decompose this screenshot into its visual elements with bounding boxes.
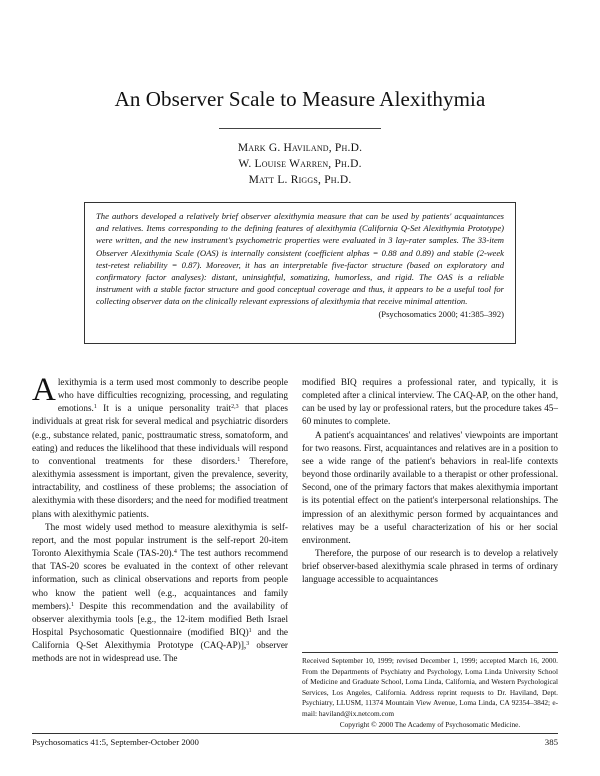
author-1: Mark G. Haviland, Ph.D. bbox=[237, 142, 363, 154]
author-2: W. Louise Warren, Ph.D. bbox=[238, 158, 362, 170]
body-paragraph: A patient's acquaintances' and relatives' viewpoints are important for two reasons. First, acquaintances and relatives are in a position to see a wide range of the patient's behaviors in real-life contexts beyond those ordinarily available to a therapist or other professional. Second, one of the primary factors that makes alexithymia important is its potential effect on the patient's interpersonal relationships. The impression of an alexithymic person formed by acquaintances and relatives may be a useful characterization of his or her social environment. bbox=[302, 429, 558, 545]
body-text: The test authors recommend that TAS-20 scores be evaluated in the context of other relevant information, such as clinical observations and reports from people who know the patient well (e.g., acquaintances and family members). bbox=[32, 548, 288, 611]
abstract-citation: (Psychosomatics 2000; 41:385–392) bbox=[378, 308, 504, 319]
footnote-text: Received September 10, 1999; revised December 1, 1999; accepted March 16, 2000. From the Departments of Psychiatry and Psychology, Loma Linda University School of Medicine and Graduate School, Loma Linda, California, and Western Psychological Services, Los Angeles, California. Address reprint requests to Dr. Haviland, Dept. Psychiatry, LLUSM, 11374 Mountain View Avenue, Loma Linda, CA 92354–3842; e-mail: haviland@ix.netcom.com bbox=[302, 656, 558, 718]
citation-ref: 1 bbox=[237, 456, 241, 463]
article-title: An Observer Scale to Measure Alexithymia bbox=[114, 87, 486, 111]
citation-ref: 4 bbox=[173, 549, 177, 556]
body-column-left bbox=[32, 372, 289, 665]
body-paragraph bbox=[32, 521, 288, 666]
body-text: Therefore, alexithymia assessment is important, given the prevalence, severity, intractability, and costliness of these problems; the association of alexithymia with these disorders; and the need for modified treatment plans with alexithymic patients. bbox=[32, 455, 289, 519]
body-paragraph bbox=[32, 372, 289, 521]
abstract-text: The authors developed a relatively brief observer alexithymia measure that can be used by patients' acquaintances and relatives. Items corresponding to the defining features of alexithymia (California Q-Set Alexithymia Prototype) were written, and the new instrument's psychometric properties were evaluated in 3 lay-rater samples. The 33-item Observer Alexithymia Scale (OAS) is internally consistent (coefficient alphas = 0.88 and 0.89) and stable (2-week test-retest reliability = 0.87). Moreover, it has an interpretable five-factor structure (based on exploratory and confirmatory factor analyses): distant, uninsightful, somatizing, humorless, and rigid. The OAS is a reliable instrument with a stable factor structure and good conceptual coverage and thus, it appears to be a useful tool for collecting observer data on the clinically relevant expressions of alexithymia that receive minimal attention. bbox=[96, 211, 504, 307]
body-column-right bbox=[302, 376, 558, 587]
body-text: that places individuals at great risk for several medical and psychiatric disorders (e.g., substance related, panic, posttraumatic stress, somatoform, and eating) and reduces the likelihood that these individuals will respond to conventional treatments for these disorders. bbox=[32, 403, 288, 466]
citation-ref: 2,3 bbox=[231, 404, 239, 411]
page-number: 385 bbox=[544, 737, 558, 747]
body-text: lexithymia is a term used most commonly to describe people who have difficulties recognizing, processing, and regulating emotions. bbox=[57, 377, 288, 414]
citation-ref: 3 bbox=[246, 641, 250, 648]
abstract bbox=[96, 210, 504, 319]
footer-divider bbox=[32, 733, 558, 734]
citation-ref: 1 bbox=[71, 601, 75, 608]
body-text: It is a unique personality trait bbox=[96, 403, 232, 414]
title-divider bbox=[219, 128, 381, 129]
author-3: Matt L. Riggs, Ph.D. bbox=[248, 174, 352, 186]
body-text: Despite this recommendation and the availability of observer alexithymia tools [e.g., the 12-item modified Beth Israel Hospital Psychosomatic Questionnaire (modified BIQ) bbox=[32, 600, 288, 637]
citation-ref: 1 bbox=[93, 404, 97, 411]
body-text: observer methods are not in widespread use. The bbox=[32, 640, 288, 664]
body-text: and the California Q-Set Alexithymia Prototype (CAQ-AP)], bbox=[32, 626, 288, 651]
author-list bbox=[0, 140, 600, 188]
footnote-divider bbox=[302, 652, 558, 653]
citation-ref: 1 bbox=[248, 627, 252, 634]
copyright-notice: Copyright © 2000 The Academy of Psychosomatic Medicine. bbox=[339, 719, 521, 729]
drop-cap: A bbox=[32, 372, 56, 408]
footnote bbox=[302, 656, 558, 730]
body-text: The most widely used method to measure alexithymia is self-report, and the most popular instrument is the self-report 20-item Toronto Alexithymia Scale (TAS-20). bbox=[32, 521, 288, 559]
body-paragraph: modified BIQ requires a professional rater, and typically, it is completed after a clinical interview. The CAQ-AP, on the other hand, can be used by lay or professional raters, but the procedure takes 45–60 minutes to complete. bbox=[302, 377, 558, 427]
body-paragraph: Therefore, the purpose of our research is to develop a relatively brief observer-based alexithymia scale phrased in terms of ordinary language accessible to acquaintances bbox=[302, 548, 558, 585]
journal-footer: Psychosomatics 41:5, September-October 2000 bbox=[32, 737, 199, 747]
abstract-box bbox=[84, 202, 516, 344]
